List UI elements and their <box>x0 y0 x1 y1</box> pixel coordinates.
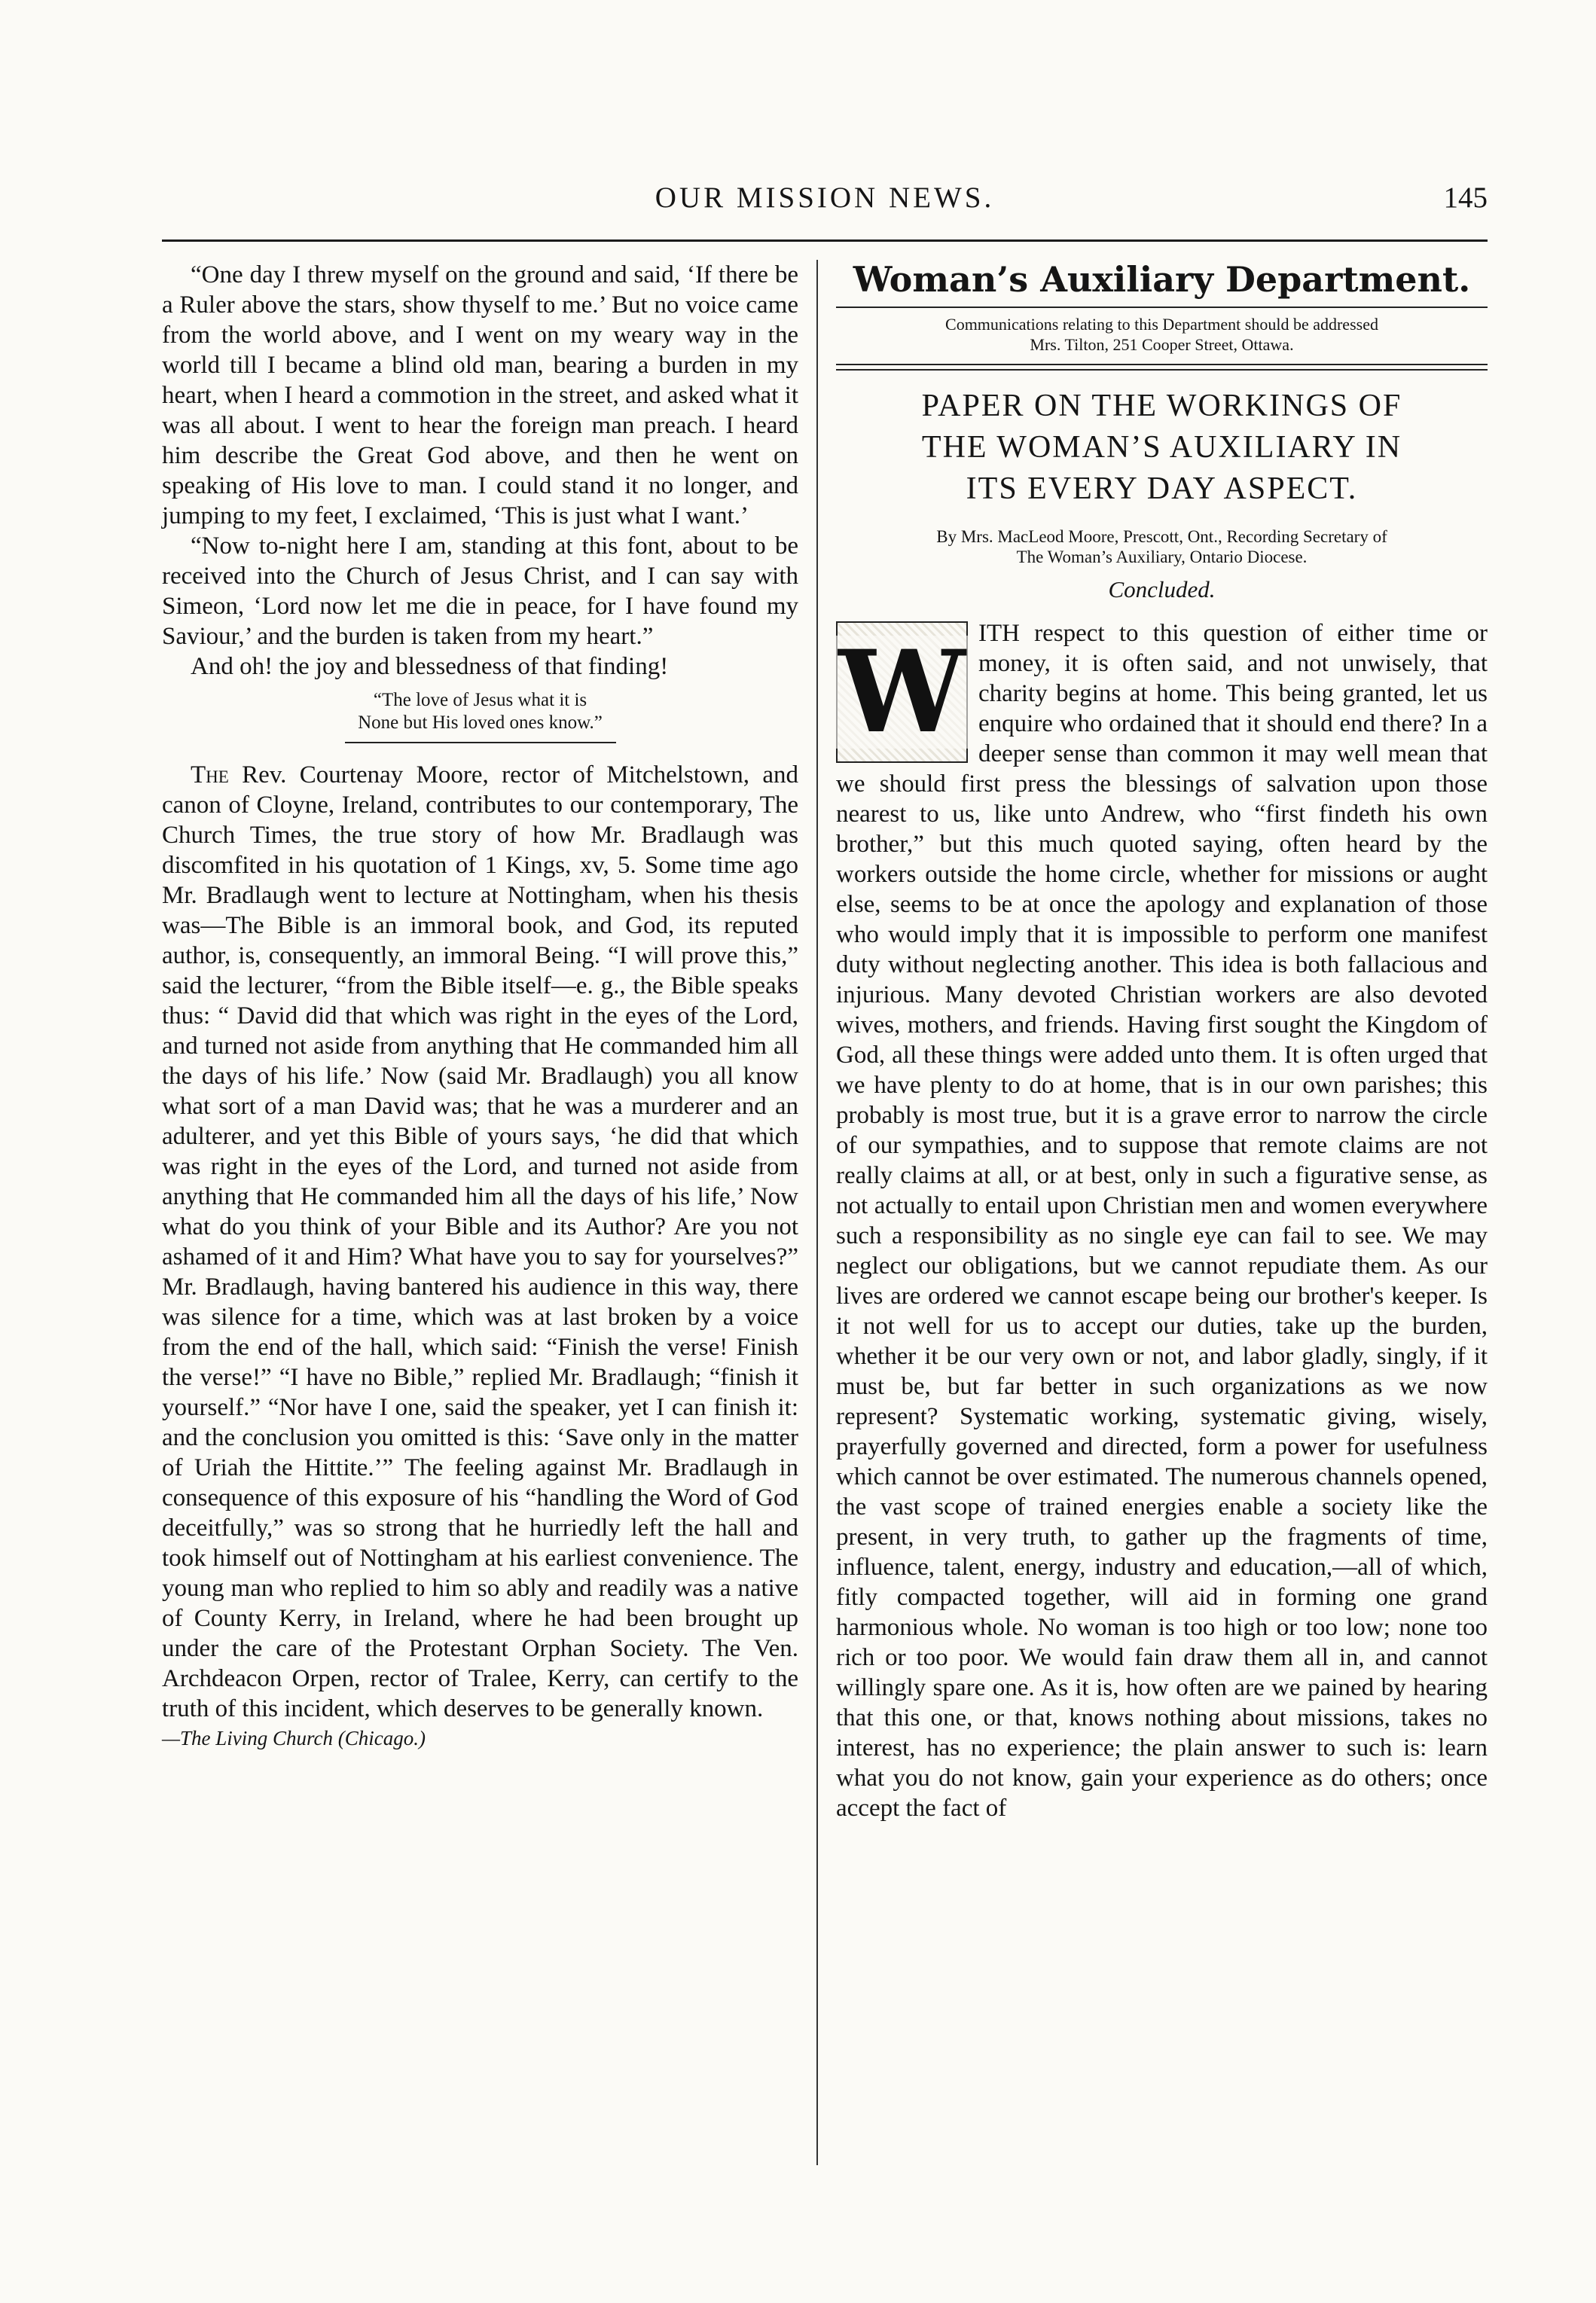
drop-cap-ornament <box>836 621 968 763</box>
concluded-note: Concluded. <box>1108 576 1216 602</box>
rule <box>836 369 1488 371</box>
department-title: Woman’s Auxiliary Department. <box>853 259 1471 300</box>
column-divider <box>816 260 818 2165</box>
department-note-line: Mrs. Tilton, 251 Cooper Street, Ottawa. <box>1030 335 1294 354</box>
paper-title <box>836 386 1488 510</box>
paper-body <box>836 618 1488 1823</box>
paper-title-line: ITS EVERY DAY ASPECT. <box>966 471 1358 506</box>
source-attribution: —The Living Church (Chicago.) <box>162 1727 426 1749</box>
right-column <box>836 260 1488 1823</box>
byline <box>836 526 1488 567</box>
department-note <box>836 314 1488 355</box>
paper-body-text: ITH respect to this question of either time or money, it is often said, and not unwisely, that charity begins at home. This being granted, let us enquire who ordained that it should end there? In a deeper sense than common it may well mean that we should first press the blessings of salvation upon those nearest to us, like unto Andrew, who “first findeth his own brother,” but this much quoted saying, often heard by the workers outside the home circle, whether for missions or aught else, seems to be at once the apology and explanation of those who would imply that it is impossible to perform one manifest duty without neglecting another. This idea is both fallacious and injurious. Many devoted Christian workers are also devoted wives, mothers, and friends. Having first sought the Kingdom of God, all these things were added unto them. It is often urged that we have plenty to do at home, that is in our own parishes; this probably is most true, but it is a grave error to narrow the circle of our sympathies, and to suppose that remote claims are not really claims at all, or at best, only in such a figurative sense, as not actually to entail upon Christian men and women everywhere such a responsibility as no single eye can fail to see. We may neglect our obligations, but we cannot repudiate them. As our lives are ordered we cannot escape being our brother's keeper. Is it not well for us to accept our duties, take up the burden, whether it be our very own or not, and labor gladly, singly, if it must be, but far better in such organizations as we now represent? Systematic working, systematic giving, wisely, prayerfully governed and directed, form a power for usefulness which cannot be over estimated. The numerous channels opened, the vast scope of trained energies enable a society like the present, in very truth, to gather up the fragments of time, influence, talent, energy, industry and education,—all of which, fitly compacted together, will aid in forming one grand harmonious whole. No woman is too high or too low; none too rich or too poor. We would fain draw them all in, and cannot willingly spare one. As it is, how often are we pained by hearing that this one, or that, knows nothing about missions, takes no interest, has no experience; the plain answer to such is: learn what you do not know, gain your experience as do others; once accept the fact of <box>836 620 1488 1822</box>
paper-title-line: THE WOMAN’S AUXILIARY IN <box>921 430 1402 465</box>
header-rule <box>162 239 1488 242</box>
left-column <box>162 260 798 1751</box>
paper-title-line: PAPER ON THE WORKINGS OF <box>921 389 1402 423</box>
department-note-line: Communications relating to this Department should be addressed <box>945 315 1378 334</box>
verse-line: None but His loved ones know.” <box>358 712 603 733</box>
article-paragraph <box>162 760 798 1724</box>
article-body: Rev. Courtenay Moore, rector of Mitchelstown, and canon of Cloyne, Ireland, contributes to our contemporary, The Church Times, the true story of how Mr. Bradlaugh was discomfited in his quotation of 1 Kings, xv, 5. Some time ago Mr. Bradlaugh went to lecture at Nottingham, when his thesis was—The Bible is an immoral book, and God, its reputed author, is, consequently, an immoral Being. “I will prove this,” said the lecturer, “from the Bible itself—e. g., the Bible speaks thus: “ David did that which was right in the eyes of the Lord, and turned not aside from anything that He commanded him all the days of his life.’ Now (said Mr. Bradlaugh) you all know what sort of a man David was; that he was a murderer and an adulterer, and yet this Bible of yours says, ‘he did that which was right in the eyes of the Lord, and turned not aside from anything that He commanded him all the days of his life,’ Now what do you think of your Bible and its Author? Are you not ashamed of it and Him? What have you to say for yourselves?” Mr. Bradlaugh, having bantered his audience in this way, there was silence for a time, which was at last broken by a voice from the end of the hall, which said: “Finish the verse! Finish the verse!” “I have no Bible,” replied Mr. Bradlaugh; “finish it yourself.” “Nor have I one, said the speaker, yet I can finish it: and the conclusion you omitted is this: ‘Save only in the matter of Uriah the Hittite.’” The feeling against Mr. Bradlaugh in consequence of this exposure of his “handling the Word of God deceitfully,” was so strong that he hurriedly left the hall and took himself out of Nottingham at his earliest convenience. The young man who replied to him so ably and readily was a native of County Kerry, in Ireland, where he had been brought up under the care of the Protestant Orphan Society. The Ven. Archdeacon Orpen, rector of Tralee, Kerry, can certify to the truth of this incident, which deserves to be generally known. <box>162 761 798 1722</box>
drop-cap-letter: W <box>835 636 968 749</box>
rule <box>836 364 1488 365</box>
page-number: 145 <box>1443 181 1488 214</box>
byline-line: By Mrs. MacLeod Moore, Prescott, Ont., Recording Secretary of <box>936 527 1387 546</box>
section-rule <box>345 742 616 743</box>
article-lead-word: The <box>191 761 229 789</box>
verse-line: “The love of Jesus what it is <box>373 690 587 710</box>
running-title: OUR MISSION NEWS. <box>655 181 995 214</box>
running-header <box>162 181 1488 226</box>
paragraph: “Now to-night here I am, standing at this font, about to be received into the Church of Jesus Christ, and I can say with Simeon, ‘Lord now let me die in peace, for I have found my Saviour,’ and the burden is taken from my heart.” <box>162 532 798 650</box>
byline-line: The Woman’s Auxiliary, Ontario Diocese. <box>1016 548 1308 566</box>
verse-quote <box>162 689 798 734</box>
rule <box>836 307 1488 308</box>
paragraph: “One day I threw myself on the ground and said, ‘If there be a Ruler above the stars, show thyself to me.’ But no voice came from the world above, and I went on my weary way in the world till I became a blind old man, bearing a burden in my heart, when I heard a commotion in the street, and asked what it was all about. I went to hear the foreign man preach. I heard him describe the Great God above, and then he went on speaking of His love to man. I could stand it no longer, and jumping to my feet, I exclaimed, ‘This is just what I want.’ <box>162 261 798 529</box>
paragraph: And oh! the joy and blessedness of that finding! <box>191 653 669 680</box>
